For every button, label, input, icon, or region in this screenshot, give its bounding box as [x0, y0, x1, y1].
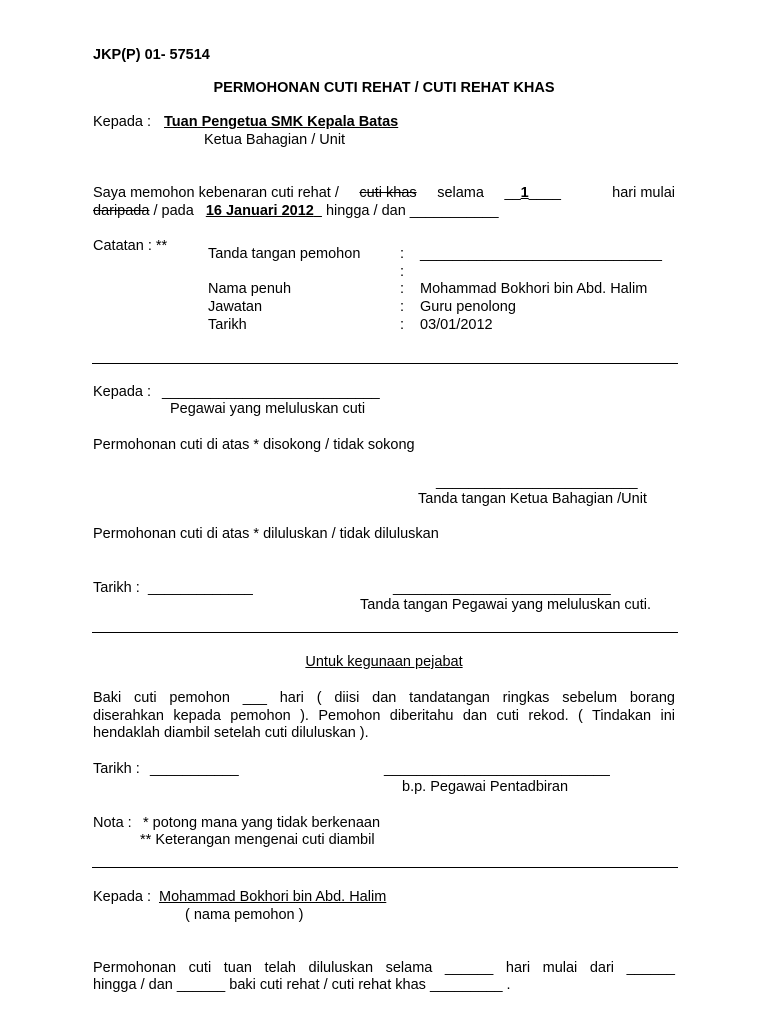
reply-line-1: Permohonan cuti tuan telah diluluskan selama ______ hari mulai dari ______ [93, 960, 675, 976]
form-title: PERMOHONAN CUTI REHAT / CUTI REHAT KHAS [213, 80, 555, 96]
request-selama: selama [437, 185, 484, 201]
officer-signature-line: ___________________________ [393, 580, 611, 596]
field-sep: : [400, 299, 405, 315]
field-sep: : [400, 246, 405, 262]
request-struck-cuti-khas: cuti khas [359, 185, 417, 201]
field-sep: : [400, 264, 405, 280]
start-date: 16 Januari 2012 [205, 203, 314, 219]
office-heading: Untuk kegunaan pejabat [305, 654, 463, 670]
field-label-tarikh: Tarikh [208, 317, 247, 333]
approve-text: Permohonan cuti di atas * diluluskan / tidak diluluskan [93, 526, 439, 542]
approval-tarikh-line: _____________ [148, 580, 253, 596]
reply-applicant-subtitle: ( nama pemohon ) [185, 907, 304, 923]
section-divider [92, 867, 678, 868]
baki-line-2: diserahkan kepada pemohon ). Pemohon diberitahu dan cuti rekod. ( Tindakan ini [93, 708, 675, 724]
request-hari-mulai: hari mulai [612, 185, 675, 201]
request-pada: / pada [153, 203, 194, 219]
request-line-1 [93, 184, 675, 202]
office-tarikh-line: ___________ [150, 761, 239, 777]
field-label-nama: Nama penuh [208, 281, 292, 297]
notes-label: Nota : [93, 815, 132, 831]
request-struck-daripada: daripada [93, 203, 150, 219]
baki-line-3: hendaklah diambil setelah cuti diluluskan ). [93, 725, 369, 741]
note-2: ** Keterangan mengenai cuti diambil [140, 832, 375, 848]
officer-signature-label: Tanda tangan Pegawai yang meluluskan cuti. [360, 597, 651, 613]
field-label-signature: Tanda tangan pemohon [208, 246, 361, 262]
section-divider [92, 363, 678, 364]
days-value: 1 [520, 185, 529, 201]
reply-applicant-name: Mohammad Bokhori bin Abd. Halim [159, 889, 387, 905]
field-value-nama: Mohammad Bokhori bin Abd. Halim [420, 281, 648, 297]
note-1: * potong mana yang tidak berkenaan [143, 815, 381, 831]
request-hingga: hingga / dan ___________ [325, 203, 499, 219]
field-sep: : [400, 281, 405, 297]
admin-signature-label: b.p. Pegawai Pentadbiran [402, 779, 569, 795]
request-text-a: Saya memohon kebenaran cuti rehat / [93, 185, 339, 201]
admin-signature-line: ____________________________ [384, 761, 610, 777]
approval-tarikh-label: Tarikh : [93, 580, 140, 596]
head-signature-line: _________________________ [436, 474, 638, 490]
reply-kepada-label: Kepada : [93, 889, 152, 905]
field-label-jawatan: Jawatan [208, 299, 263, 315]
catatan-label: Catatan : ** [93, 238, 168, 254]
office-tarikh-label: Tarikh : [93, 761, 140, 777]
days-field: __1____ [504, 185, 561, 201]
recipient-name: Tuan Pengetua SMK Kepala Batas [164, 114, 399, 130]
reply-line-2: hingga / dan ______ baki cuti rehat / cuti rehat khas _________ . [93, 977, 511, 993]
baki-line-1: Baki cuti pemohon ___ hari ( diisi dan tandatangan ringkas sebelum borang [93, 690, 675, 706]
approval-kepada-line: ___________________________ [162, 384, 380, 400]
field-value-jawatan: Guru penolong [420, 299, 516, 315]
approval-kepada-label: Kepada : [93, 384, 152, 400]
request-line-2 [93, 202, 499, 220]
kepada-label: Kepada : [93, 114, 152, 130]
field-sep: : [400, 317, 405, 333]
recipient-subtitle: Ketua Bahagian / Unit [204, 132, 346, 148]
approver-subtitle: Pegawai yang meluluskan cuti [170, 401, 366, 417]
head-signature-label: Tanda tangan Ketua Bahagian /Unit [418, 491, 647, 507]
support-text: Permohonan cuti di atas * disokong / tidak sokong [93, 437, 415, 453]
field-value-signature-line: ______________________________ [420, 246, 662, 262]
field-value-tarikh: 03/01/2012 [420, 317, 493, 333]
reference-number: JKP(P) 01- 57514 [93, 47, 210, 63]
section-divider [92, 632, 678, 633]
